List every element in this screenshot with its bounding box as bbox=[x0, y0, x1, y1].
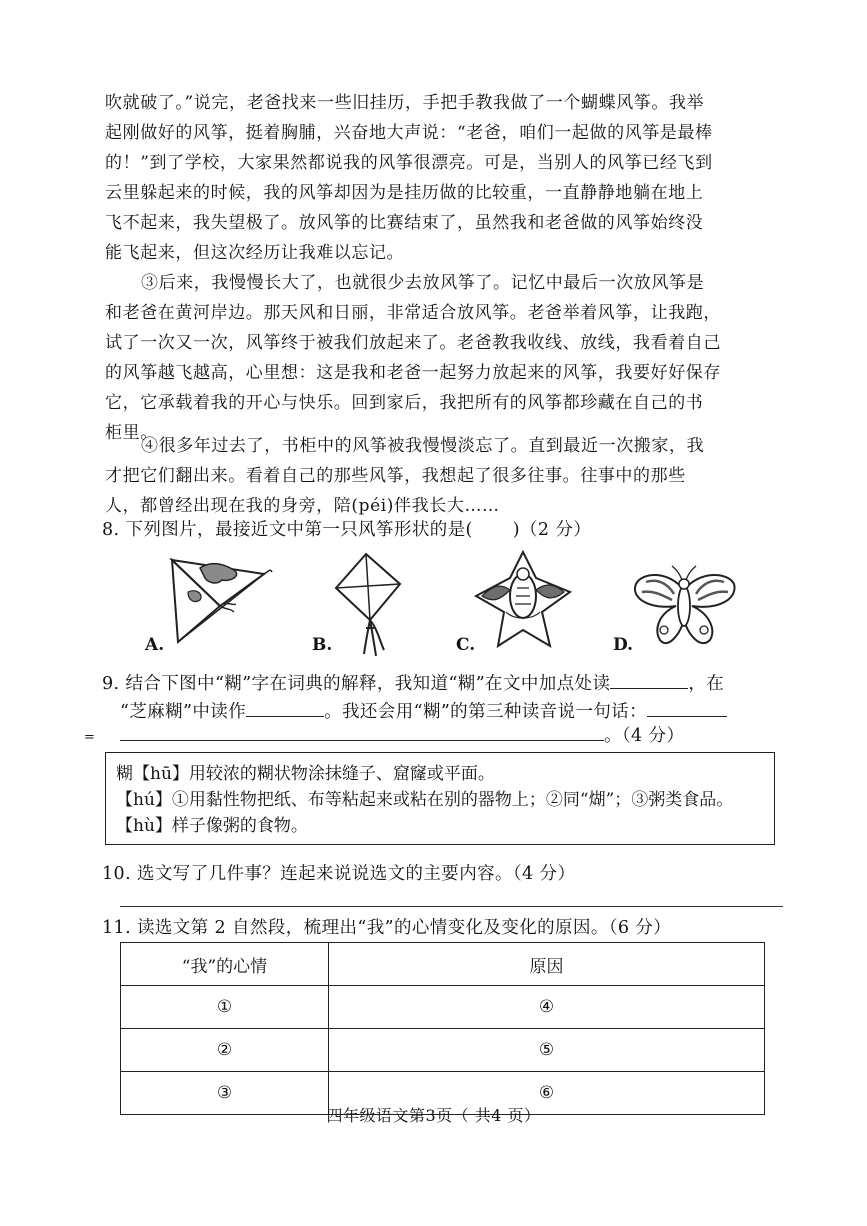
table-cell-reason[interactable]: ④ bbox=[329, 986, 765, 1029]
question-8-points: )（2 分） bbox=[512, 520, 592, 540]
dictionary-entry-box bbox=[105, 752, 775, 845]
table-header-reason: 原因 bbox=[329, 943, 765, 986]
question-9-answer-blank-2[interactable] bbox=[246, 698, 324, 717]
table-cell-mood[interactable]: ① bbox=[121, 986, 329, 1029]
question-9-answer-blank-1[interactable] bbox=[610, 670, 688, 689]
option-d-label: D. bbox=[613, 635, 634, 655]
question-9-points: 。（4 分） bbox=[604, 726, 685, 746]
mood-reason-table bbox=[120, 942, 765, 1115]
question-9-line-1 bbox=[102, 670, 724, 695]
table-cell-mood[interactable]: ③ bbox=[121, 1072, 329, 1115]
question-9-text: “芝麻糊”中读作 bbox=[120, 702, 247, 722]
option-c-label: C. bbox=[456, 635, 476, 655]
passage-line: 它，它承载着我的开心与快乐。回到家后，我把所有的风筝都珍藏在自己的书 bbox=[105, 393, 704, 413]
table-row bbox=[121, 986, 765, 1029]
option-b-label: B. bbox=[312, 635, 333, 655]
passage-line: 起刚做好的风筝，挺着胸脯，兴奋地大声说：“老爸，咱们一起做的风筝是最棒 bbox=[105, 123, 713, 143]
passage-line: 人，都曾经出现在我的身旁，陪(péi)伴我长大…… bbox=[105, 496, 500, 516]
passage-paragraph-3 bbox=[105, 268, 787, 448]
passage-paragraph-4 bbox=[105, 431, 787, 521]
kite-c-image[interactable] bbox=[470, 548, 576, 652]
kite-b-image[interactable] bbox=[330, 550, 410, 662]
passage-line: 才把它们翻出来。看着自己的那些风筝，我想起了很多往事。往事中的那些 bbox=[105, 466, 686, 486]
passage-line: 飞不起来，我失望极了。放风筝的比赛结束了，虽然我和老爸做的风筝始终没 bbox=[105, 213, 704, 233]
kite-a-image[interactable] bbox=[160, 552, 275, 652]
passage-line: 的风筝越飞越高，心里想：这是我和老爸一起努力放起来的风筝，我要好好保存 bbox=[105, 363, 721, 383]
question-11: 11. 读选文第 2 自然段，梳理出“我”的心情变化及变化的原因。（6 分） bbox=[102, 918, 672, 938]
passage-line: 的！”到了学校，大家果然都说我的风筝很漂亮。可是，当别人的风筝已经飞到 bbox=[105, 153, 713, 173]
passage-line: ③后来，我慢慢长大了，也就很少去放风筝了。记忆中最后一次放风筝是 bbox=[141, 273, 705, 293]
question-9-margin-mark: = bbox=[84, 730, 96, 745]
passage-line: ④很多年过去了，书柜中的风筝被我慢慢淡忘了。直到最近一次搬家，我 bbox=[141, 436, 705, 456]
question-9-answer-blank-4[interactable] bbox=[120, 722, 604, 741]
table-cell-reason[interactable]: ⑥ bbox=[329, 1072, 765, 1115]
question-8-answer-blank[interactable] bbox=[473, 517, 513, 535]
question-8 bbox=[102, 516, 591, 541]
question-9-line-2 bbox=[120, 698, 727, 723]
passage-line: 云里躲起来的时候，我的风筝却因为是挂历做的比较重，一直静静地躺在地上 bbox=[105, 183, 704, 203]
passage-paragraph-2 bbox=[105, 88, 787, 268]
question-8-text: 8. 下列图片，最接近文中第一只风筝形状的是( bbox=[102, 520, 473, 540]
table-row bbox=[121, 1029, 765, 1072]
passage-line: 柜里。 bbox=[105, 423, 158, 443]
table-header-mood: “我”的心情 bbox=[121, 943, 329, 986]
table-header-row bbox=[121, 943, 765, 986]
question-9-answer-blank-3[interactable] bbox=[647, 698, 727, 717]
page-footer: 四年级语文第3页（ 共4 页） bbox=[326, 1106, 541, 1125]
question-10: 10. 选文写了几件事？连起来说说选文的主要内容。（4 分） bbox=[102, 864, 576, 884]
table-cell-mood[interactable]: ② bbox=[121, 1029, 329, 1072]
table-cell-reason[interactable]: ⑤ bbox=[329, 1029, 765, 1072]
passage-line: 试了一次又一次，风筝终于被我们放起来了。老爸教我收线、放线，我看着自己 bbox=[105, 333, 721, 353]
question-9-text: ，在 bbox=[688, 674, 725, 694]
passage-line: 吹就破了。”说完，老爸找来一些旧挂历，手把手教我做了一个蝴蝶风筝。我举 bbox=[105, 93, 705, 113]
dictionary-line: 【hú】①用黏性物把纸、布等粘起来或粘在别的器物上；②同“煳”；③粥类食品。 bbox=[116, 790, 734, 810]
kite-d-image[interactable] bbox=[628, 560, 743, 656]
dictionary-line: 糊【hū】用较浓的糊状物涂抹缝子、窟窿或平面。 bbox=[116, 764, 495, 784]
passage-line: 能飞起来，但这次经历让我难以忘记。 bbox=[105, 243, 405, 263]
question-9-text: 9. 结合下图中“糊”字在词典的解释，我知道“糊”在文中加点处读 bbox=[102, 674, 611, 694]
question-10-answer-line[interactable] bbox=[120, 906, 783, 907]
passage-line: 和老爸在黄河岸边。那天风和日丽，非常适合放风筝。老爸举着风筝，让我跑， bbox=[105, 303, 721, 323]
question-9-text: 。我还会用“糊”的第三种读音说一句话： bbox=[324, 702, 648, 722]
question-9-line-3 bbox=[120, 722, 684, 747]
option-a-label: A. bbox=[145, 635, 165, 655]
dictionary-line: 【hù】样子像粥的食物。 bbox=[116, 816, 308, 836]
